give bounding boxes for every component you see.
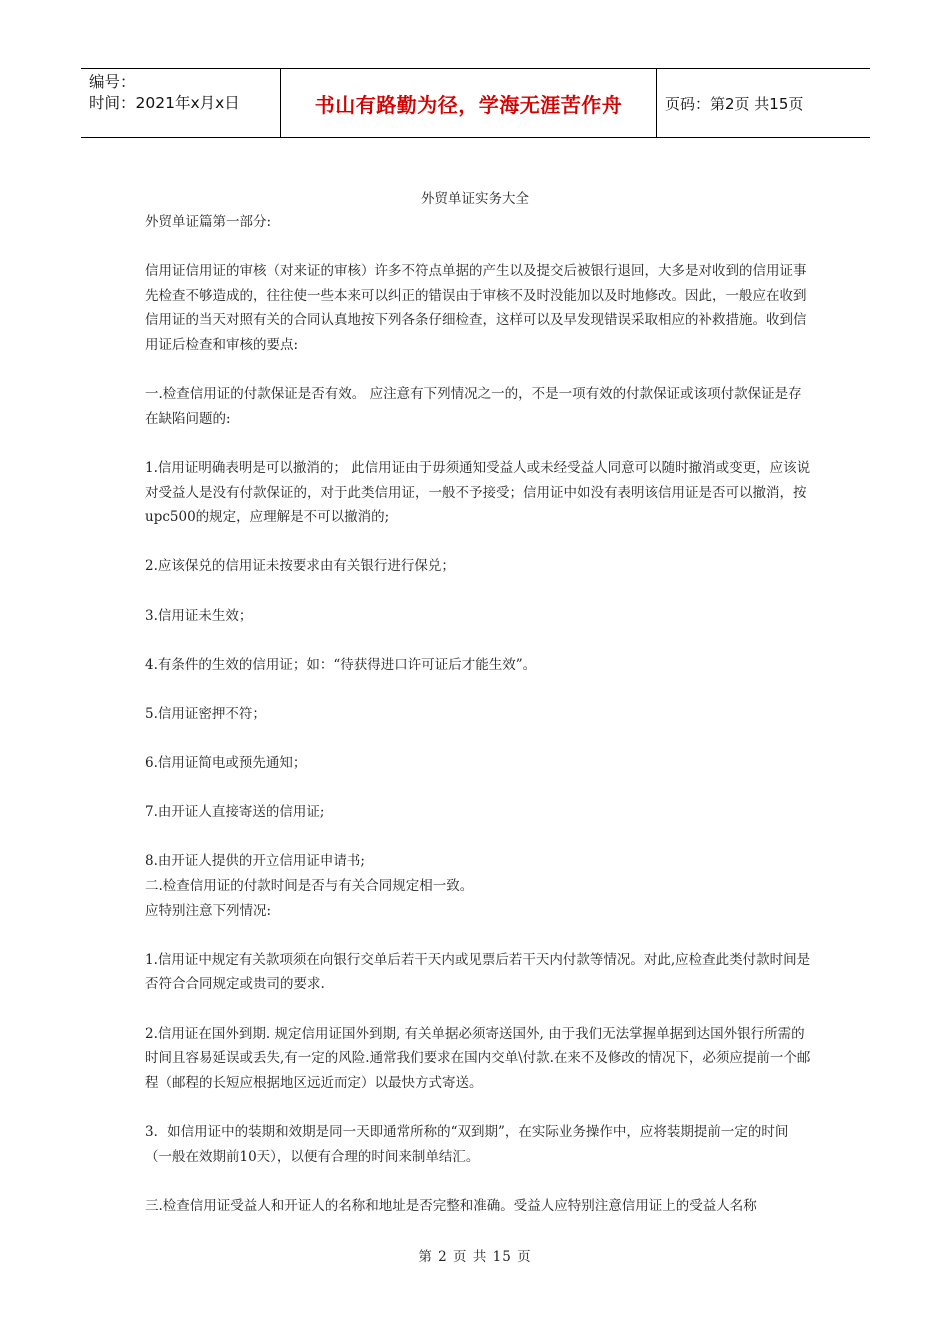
paragraph-spacer	[145, 431, 813, 456]
body-paragraph: 6.信用证简电或预先通知；	[145, 755, 307, 772]
paragraph-spacer	[145, 1169, 813, 1194]
body-paragraph: 8.由开证人提供的开立信用证申请书;	[145, 853, 365, 870]
page-footer: 第 2 页 共 15 页	[418, 1249, 532, 1265]
body-paragraph: 4.有条件的生效的信用证；如：“待获得进口许可证后才能生效”。	[145, 656, 537, 673]
body-paragraph: 应特别注意下列情况:	[145, 902, 272, 919]
body-paragraph: 3．如信用证中的装期和效期是同一天即通常所称的“双到期”，在实际业务操作中，应将装期提前一定的时间（一般在效期前10天），以便有合理的时间来制单结汇。	[145, 1123, 789, 1165]
body-paragraph: 一.检查信用证的付款保证是否有效。 应注意有下列情况之一的，不是一项有效的付款保证或该项付款保证是存在缺陷问题的:	[145, 386, 802, 427]
paragraph-spacer	[145, 579, 813, 604]
paragraph-spacer	[145, 235, 813, 260]
header-meta	[81, 69, 281, 137]
paragraph-spacer	[145, 1095, 813, 1120]
paragraph-spacer	[145, 997, 813, 1022]
body-paragraph: 5.信用证密押不符；	[145, 705, 266, 722]
paragraph-spacer	[145, 923, 813, 948]
body-paragraph: 外贸单证篇第一部分:	[145, 214, 272, 230]
body-paragraph: 2.应该保兑的信用证未按要求由有关银行进行保兑；	[145, 558, 455, 575]
body-paragraph: 三.检查信用证受益人和开证人的名称和地址是否完整和准确。受益人应特别注意信用证上的受益人名称	[145, 1197, 757, 1214]
paragraph-spacer	[145, 825, 813, 850]
body-paragraph: 2.信用证在国外到期. 规定信用证国外到期, 有关单据必须寄送国外, 由于我们无法掌握单据到达国外银行所需的时间且容易延误或丢失,有一定的风险.通常我们要求在国内交单\付款.在来不及修改的情况下，必须应提前一个邮程（邮程的长短应根据地区远近而定）以最快方式寄送。	[145, 1025, 811, 1091]
number-label: 编号：	[89, 73, 136, 91]
paragraph-spacer	[145, 726, 813, 751]
paragraph-spacer	[145, 628, 813, 653]
body-paragraph: 7.由开证人直接寄送的信用证;	[145, 804, 325, 821]
body-paragraph: 信用证信用证的审核（对来证的审核）许多不符点单据的产生以及提交后被银行退回，大多是对收到的信用证事先检查不够造成的，往往使一些本来可以纠正的错误由于审核不及时没能加以及时地修改。因此，一般应在收到信用证的当天对照有关的合同认真地按下列各条仔细检查，这样可以及早发现错误采取相应的补救措施。收到信用证后检查和审核的要点:	[145, 263, 807, 353]
paragraph-spacer	[145, 530, 813, 555]
time-label: 时间：2021年x月x日	[89, 94, 240, 112]
header-page-number: 页码：第2页 共15页	[665, 94, 804, 113]
body-paragraph: 3.信用证未生效；	[145, 607, 253, 624]
page-header	[81, 68, 870, 138]
paragraph-spacer	[145, 358, 813, 383]
body-paragraph: 1.信用证明确表明是可以撤消的； 此信用证由于毋须通知受益人或未经受益人同意可以随时撤消或变更，应该说对受益人是没有付款保证的，对于此类信用证，一般不予接受；信用证中如没有表明该信用证是否可以撤消，按 upc500的规定，应理解是不可以撤消的;	[145, 459, 811, 526]
document-body	[145, 210, 813, 1218]
paragraph-spacer	[145, 677, 813, 702]
header-motto: 书山有路勤为径，学海无涯苦作舟	[281, 69, 657, 137]
body-paragraph: 1.信用证中规定有关款项须在向银行交单后若干天内或见票后若干天内付款等情况。对此,应检查此类付款时间是否符合合同规定或贵司的要求.	[145, 951, 811, 993]
body-paragraph: 二.检查信用证的付款时间是否与有关合同规定相一致。	[145, 878, 474, 895]
document-title: 外贸单证实务大全	[421, 191, 529, 207]
paragraph-spacer	[145, 776, 813, 801]
